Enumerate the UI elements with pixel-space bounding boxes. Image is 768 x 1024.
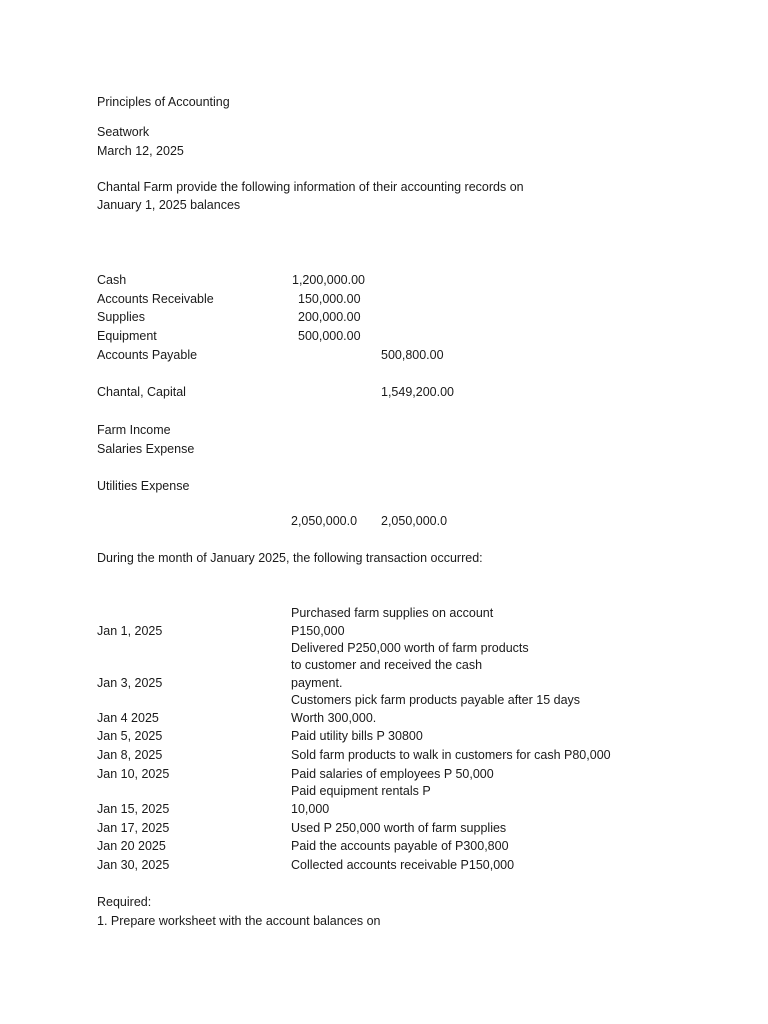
- date-label: March 12, 2025: [97, 144, 184, 158]
- transaction-description: 10,000: [291, 802, 330, 816]
- transaction-date: Jan 15, 2025: [97, 802, 170, 816]
- transaction-description: Collected accounts receivable P150,000: [291, 858, 515, 872]
- transaction-date: Jan 8, 2025: [97, 748, 163, 762]
- required-heading: Required:: [97, 895, 152, 909]
- account-name: Salaries Expense: [97, 442, 195, 456]
- total-debit: 2,050,000.0: [291, 514, 358, 528]
- account-name: Accounts Payable: [97, 348, 198, 362]
- intro-line-2: January 1, 2025 balances: [97, 198, 241, 212]
- debit-amount: 200,000.00: [298, 310, 361, 324]
- debit-amount: 150,000.00: [298, 292, 361, 306]
- transaction-description: Delivered P250,000 worth of farm products: [291, 641, 529, 655]
- transaction-description: payment.: [291, 676, 343, 690]
- debit-amount: 1,200,000.00: [292, 273, 365, 287]
- transaction-description: Worth 300,000.: [291, 711, 377, 725]
- transaction-date: Jan 20 2025: [97, 839, 166, 853]
- account-name: Cash: [97, 273, 127, 287]
- transactions-intro: During the month of January 2025, the following transaction occurred:: [97, 551, 483, 565]
- total-credit: 2,050,000.0: [381, 514, 448, 528]
- transaction-date: Jan 10, 2025: [97, 767, 170, 781]
- transaction-description: Paid the accounts payable of P300,800: [291, 839, 509, 853]
- transaction-description: to customer and received the cash: [291, 658, 483, 672]
- transaction-description: Customers pick farm products payable after 15 days: [291, 693, 581, 707]
- account-name: Chantal, Capital: [97, 385, 186, 399]
- transaction-description: Paid equipment rentals P: [291, 784, 431, 798]
- transaction-date: Jan 30, 2025: [97, 858, 170, 872]
- transaction-description: Paid salaries of employees P 50,000: [291, 767, 494, 781]
- transaction-description: Paid utility bills P 30800: [291, 729, 423, 743]
- transaction-date: Jan 4 2025: [97, 711, 159, 725]
- credit-amount: 1,549,200.00: [381, 385, 454, 399]
- transaction-date: Jan 17, 2025: [97, 821, 170, 835]
- credit-amount: 500,800.00: [381, 348, 444, 362]
- transaction-description: P150,000: [291, 624, 345, 638]
- transaction-date: Jan 5, 2025: [97, 729, 163, 743]
- account-name: Utilities Expense: [97, 479, 190, 493]
- debit-amount: 500,000.00: [298, 329, 361, 343]
- transaction-description: Purchased farm supplies on account: [291, 606, 494, 620]
- transaction-date: Jan 1, 2025: [97, 624, 163, 638]
- account-name: Supplies: [97, 310, 145, 324]
- transaction-description: Sold farm products to walk in customers for cash P80,000: [291, 748, 611, 762]
- required-item-1: 1. Prepare worksheet with the account balances on: [97, 914, 381, 928]
- course-title: Principles of Accounting: [97, 95, 230, 109]
- account-name: Farm Income: [97, 423, 171, 437]
- activity-label: Seatwork: [97, 125, 150, 139]
- account-name: Accounts Receivable: [97, 292, 214, 306]
- transaction-date: Jan 3, 2025: [97, 676, 163, 690]
- transaction-description: Used P 250,000 worth of farm supplies: [291, 821, 507, 835]
- intro-line-1: Chantal Farm provide the following information of their accounting records on: [97, 180, 524, 194]
- account-name: Equipment: [97, 329, 157, 343]
